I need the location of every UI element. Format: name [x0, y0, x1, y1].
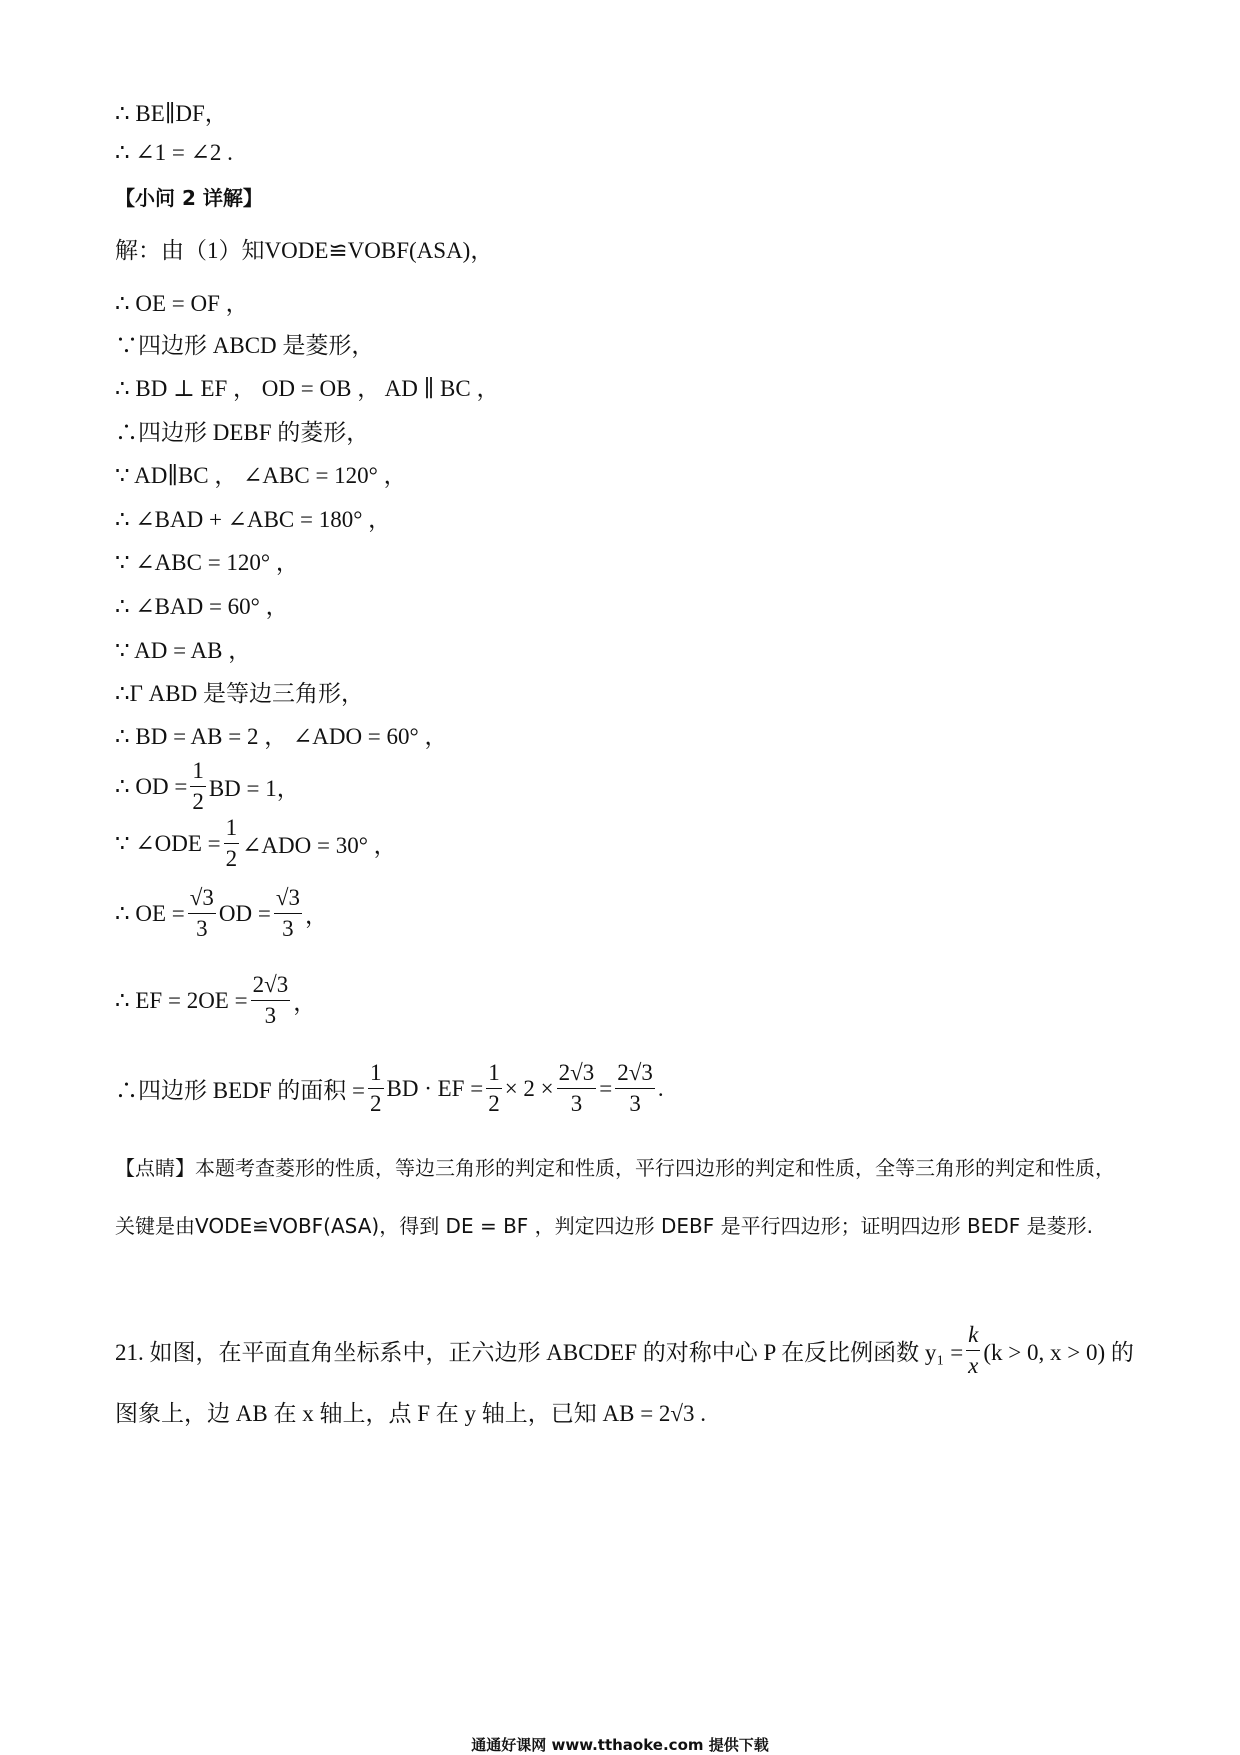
problem-21-line2: 图象上，边 AB 在 x 轴上，点 F 在 y 轴上，已知 AB = 2√3 .	[115, 1401, 707, 1426]
footer-credit: 通通好课网 www.tthaoke.com 提供下载	[471, 1736, 769, 1754]
fraction: $\frac{1}{2}$	[370, 1060, 382, 1116]
fraction: $\frac{k}{x}$	[968, 1322, 979, 1378]
line-debf-rhombus: ∴四边形 DEBF 的菱形，	[115, 420, 370, 445]
line-angle-equal: ∴ ∠1 = ∠2 .	[115, 140, 233, 165]
line-oe-eq-of: ∴ OE = OF ，	[115, 291, 249, 316]
line-area-value: ∴四边形 BEDF 的面积 = $\frac{1}{2}$ BD · EF = $\frac{1}{2}$ × 2 × $\frac{2√3}{3}$ = $\frac{2√3}{3}$ .	[115, 1060, 664, 1116]
line-be-parallel-df: ∴ BE∥DF，	[115, 101, 228, 126]
comment-paragraph: 【点睛】本题考查菱形的性质，等边三角形的判定和性质，平行四边形的判定和性质，全等三角形的判定和性质，关键是由VODE≌VOBF(ASA)，得到 DE = BF ，判定四边形 DEBF 是平行四边形；证明四边形 BEDF 是菱形.	[115, 1156, 1115, 1238]
line-bd-perp-ef: ∴ BD ⊥ EF ， OD = OB ， AD ∥ BC ，	[115, 376, 500, 401]
fraction: $\frac{√3}{3}$	[275, 885, 300, 941]
problem-21-line1: 21. 如图，在平面直角坐标系中，正六边形 ABCDEF 的对称中心 P 在反比例函数 y₁ = $\frac{k}{x}$ (k > 0, x > 0) 的	[115, 1322, 1134, 1378]
line-bd-eq-2: ∴ BD = AB = 2 ， ∠ADO = 60° ，	[115, 724, 448, 749]
line-ode-30: ∵ ∠ODE = $\frac{1}{2}$ ∠ADO = 30° ，	[115, 815, 397, 871]
line-bad-60: ∴ ∠BAD = 60° ，	[115, 594, 289, 619]
line-abcd-rhombus: ∵四边形 ABCD 是菱形，	[115, 333, 375, 358]
line-solution-start: 解：由（1）知VODE≌VOBF(ASA)，	[115, 238, 494, 263]
fraction: $\frac{√3}{3}$	[189, 885, 214, 941]
line-ad-eq-ab: ∵ AD = AB ，	[115, 638, 252, 663]
fraction: $\frac{2√3}{3}$	[558, 1060, 595, 1116]
fraction: $\frac{2√3}{3}$	[617, 1060, 653, 1116]
line-ad-parallel-bc: ∵ AD∥BC ， ∠ABC = 120° ，	[115, 463, 407, 488]
line-equilateral: ∴Γ ABD 是等边三角形，	[115, 681, 364, 706]
fraction: $\frac{1}{2}$	[225, 815, 238, 871]
fraction: $\frac{1}{2}$	[488, 1060, 500, 1116]
line-abc-120: ∵ ∠ABC = 120° ，	[115, 550, 299, 575]
fraction: $\frac{1}{2}$	[192, 758, 204, 814]
line-oe-value: ∴ OE = $\frac{√3}{3}$ OD = $\frac{√3}{3}$ ，	[115, 885, 328, 941]
line-angle-sum-180: ∴ ∠BAD + ∠ABC = 180° ，	[115, 507, 392, 532]
line-od-half-bd: ∴ OD = $\frac{1}{2}$ BD = 1，	[115, 758, 300, 814]
fraction: $\frac{2√3}{3}$	[252, 972, 289, 1028]
line-ef-value: ∴ EF = 2OE = $\frac{2√3}{3}$ ，	[115, 972, 317, 1028]
section-heading-part2: 【小问 2 详解】	[115, 186, 263, 210]
